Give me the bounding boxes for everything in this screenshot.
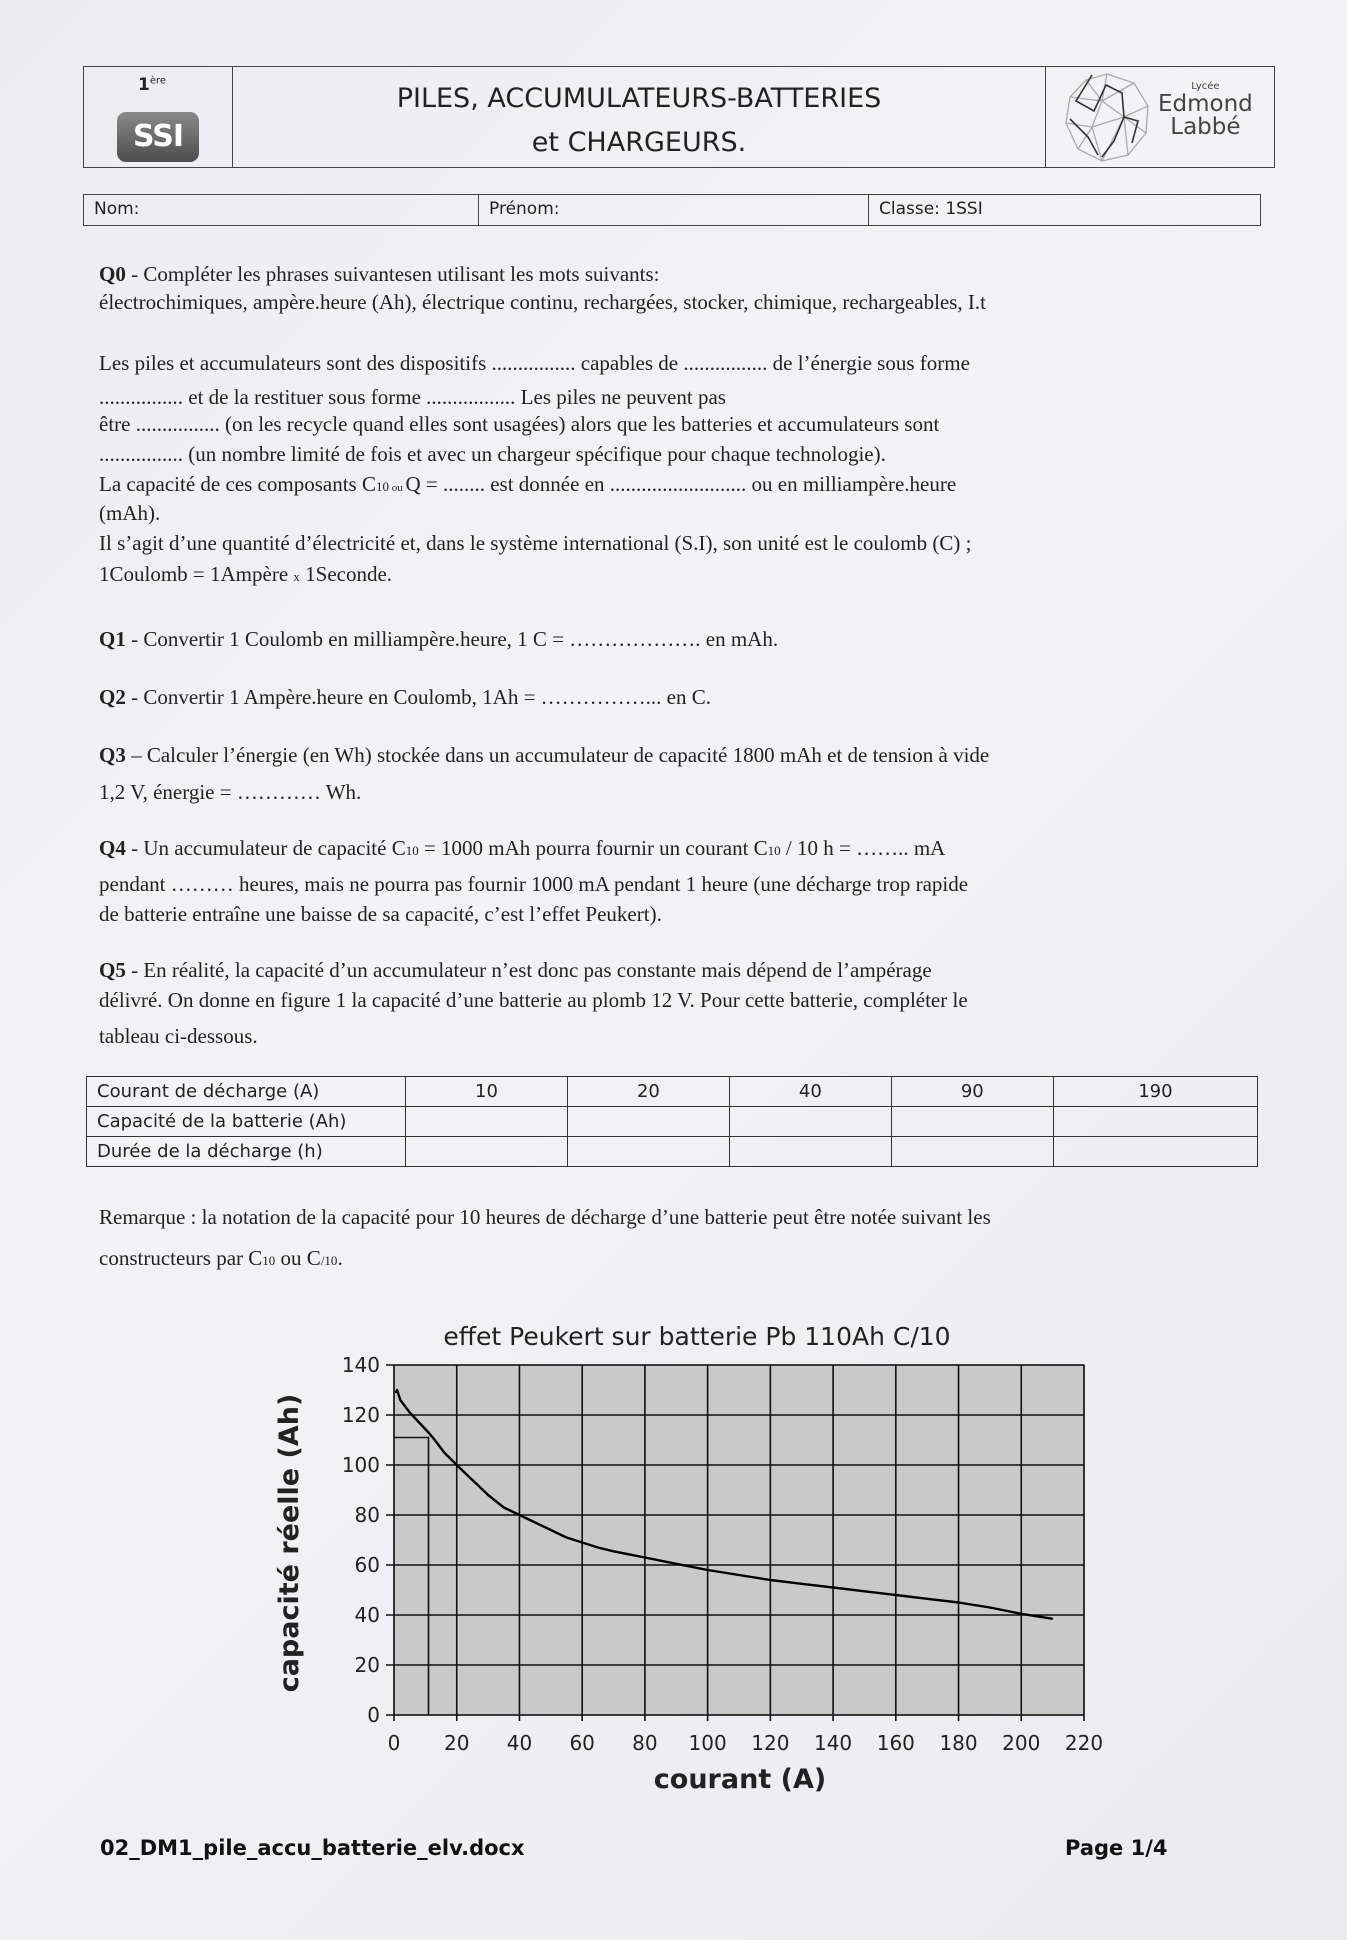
- x-tick-label: 180: [939, 1731, 978, 1755]
- q5-text-1: Q5 - En réalité, la capacité d’un accumulateur n’est donc pas constante mais dépend de l’ampérage: [99, 958, 932, 982]
- q0-line-mah: (mAh).: [99, 501, 161, 525]
- q5-text-2: délivré. On donne en figure 1 la capacité d’une batterie au plomb 12 V. Pour cette batterie, compléter le: [99, 988, 968, 1012]
- q5-text-3: tableau ci-dessous.: [99, 1024, 258, 1048]
- y-tick-label: 60: [354, 1553, 380, 1577]
- data-point: [550, 1529, 551, 1530]
- q3-text-1: Q3 – Calculer l’énergie (en Wh) stockée dans un accumulateur de capacité 1800 mAh et de tension à vide: [99, 743, 990, 767]
- data-point: [434, 1439, 435, 1440]
- data-point: [519, 1514, 520, 1515]
- geodesic-sphere-icon: [1062, 71, 1152, 163]
- data-point: [503, 1507, 504, 1508]
- data-point: [738, 1574, 739, 1575]
- x-tick-label: 80: [632, 1731, 658, 1755]
- data-point: [676, 1563, 677, 1564]
- y-tick-label: 80: [354, 1503, 380, 1527]
- data-point: [801, 1583, 802, 1584]
- q3-text-2: 1,2 V, énergie = ………… Wh.: [99, 780, 362, 804]
- x-tick-label: 140: [813, 1731, 853, 1755]
- q4-text-1: Q4 - Un accumulateur de capacité C10 = 1000 mAh pourra fournir un courant C10 / 10 h = …….. mA: [99, 836, 946, 860]
- plot-area: [394, 1365, 1084, 1715]
- remark-line-1: Remarque : la notation de la capacité pour 10 heures de décharge d’une batterie peut être notée suivant les: [99, 1205, 991, 1229]
- table-cell: 20: [567, 1077, 729, 1107]
- answer-cell[interactable]: [1053, 1137, 1257, 1167]
- q0-line-1: Les piles et accumulateurs sont des dispositifs ................ capables de ................ de l’énergie sous forme: [99, 351, 970, 375]
- student-info-row: [83, 194, 1261, 226]
- q0-coulomb-def: 1Coulomb = 1Ampère x 1Seconde.: [99, 562, 393, 586]
- data-point: [456, 1464, 457, 1465]
- q0-intro: Q0 - Compléter les phrases suivantesen utilisant les mots suivants:: [99, 262, 660, 286]
- data-point: [989, 1607, 990, 1608]
- data-point: [582, 1542, 583, 1543]
- ssi-badge: SSI: [117, 112, 199, 162]
- document-header: [83, 66, 1275, 168]
- table-cell: 190: [1053, 1077, 1257, 1107]
- level-label: 1ère: [138, 75, 167, 95]
- data-point: [832, 1587, 833, 1588]
- data-point: [487, 1494, 488, 1495]
- data-point: [707, 1569, 708, 1570]
- x-tick-label: 40: [506, 1731, 533, 1755]
- answer-cell[interactable]: [406, 1137, 568, 1167]
- data-point: [444, 1452, 445, 1453]
- chart-title: effet Peukert sur batterie Pb 110Ah C/10: [443, 1322, 951, 1351]
- title-line-2: et CHARGEURS.: [531, 127, 747, 158]
- q1-text: Q1 - Convertir 1 Coulomb en milliampère.heure, 1 C = ………………. en mAh.: [99, 627, 779, 651]
- y-tick-label: 0: [367, 1703, 380, 1727]
- q0-line-2: ................ et de la restituer sous forme ................. Les piles ne peuvent pas: [99, 385, 726, 409]
- footer-filename: 02_DM1_pile_accu_batterie_elv.docx: [100, 1836, 525, 1860]
- x-tick-label: 120: [751, 1731, 790, 1755]
- y-tick-label: 120: [341, 1403, 380, 1427]
- data-point: [472, 1479, 473, 1480]
- x-tick-label: 220: [1064, 1731, 1104, 1755]
- data-point: [428, 1432, 429, 1433]
- table-cell: 10: [406, 1077, 568, 1107]
- q0-line-4: ................ (un nombre limité de fois et avec un chargeur spécifique pour chaque technologie).: [99, 442, 886, 466]
- x-tick-label: 0: [387, 1731, 401, 1755]
- data-point: [400, 1399, 401, 1400]
- data-point: [397, 1389, 398, 1390]
- data-point: [409, 1412, 410, 1413]
- data-point: [1021, 1613, 1022, 1614]
- q0-line-si: Il s’agit d’une quantité d’électricité et, dans le système international (S.I), son unité est le coulomb (C) ;: [99, 531, 972, 555]
- y-tick-label: 20: [354, 1653, 380, 1677]
- y-tick-label: 140: [341, 1353, 380, 1377]
- data-point: [418, 1422, 419, 1423]
- q0-line-3: être ................ (on les recycle quand elles sont usagées) alors que les batteries et accumulateurs sont: [99, 412, 940, 436]
- data-point: [927, 1598, 928, 1599]
- x-tick-label: 200: [1002, 1731, 1041, 1755]
- row-header: Capacité de la batterie (Ah): [87, 1107, 406, 1137]
- table-cell: 90: [891, 1077, 1053, 1107]
- discharge-table: [86, 1076, 1258, 1167]
- x-tick-label: 60: [569, 1731, 595, 1755]
- data-point: [864, 1591, 865, 1592]
- table-cell: 40: [729, 1077, 891, 1107]
- classe-field: Classe: 1SSI: [879, 199, 983, 219]
- row-header: Courant de décharge (A): [87, 1077, 406, 1107]
- nom-field[interactable]: Nom:: [84, 195, 479, 225]
- x-axis-label: courant (A): [653, 1764, 827, 1795]
- x-tick-label: 20: [444, 1731, 470, 1755]
- answer-cell[interactable]: [891, 1137, 1053, 1167]
- remark-line-2: constructeurs par C10 ou C/10.: [99, 1246, 343, 1270]
- answer-cell[interactable]: [891, 1107, 1053, 1137]
- table-row: [87, 1137, 1258, 1167]
- document-title: [233, 67, 1046, 167]
- prenom-field[interactable]: Prénom:: [479, 195, 869, 225]
- data-point: [770, 1579, 771, 1580]
- row-header: Durée de la décharge (h): [87, 1137, 406, 1167]
- q4-text-2: pendant ……… heures, mais ne pourra pas fournir 1000 mA pendant 1 heure (une décharge trop rapide: [99, 872, 969, 896]
- y-axis-label: capacité réelle (Ah): [274, 1393, 305, 1693]
- table-row: [87, 1107, 1258, 1137]
- level-box: [84, 67, 233, 167]
- data-point: [566, 1537, 567, 1538]
- y-tick-label: 40: [354, 1603, 380, 1627]
- data-point: [895, 1594, 896, 1595]
- footer-page-number: Page 1/4: [1065, 1836, 1168, 1860]
- q4-text-3: de batterie entraîne une baisse de sa capacité, c’est l’effet Peukert).: [99, 902, 662, 926]
- data-point: [613, 1551, 614, 1552]
- school-name: Lycée Edmond Labbé: [1158, 81, 1253, 140]
- answer-cell[interactable]: [1053, 1107, 1257, 1137]
- data-point: [395, 1392, 396, 1393]
- data-point: [597, 1547, 598, 1548]
- x-tick-label: 160: [876, 1731, 915, 1755]
- answer-cell[interactable]: [567, 1137, 729, 1167]
- x-tick-label: 100: [688, 1731, 727, 1755]
- answer-cell[interactable]: [729, 1137, 891, 1167]
- peukert-chart: [270, 1310, 1130, 1810]
- data-point: [958, 1602, 959, 1603]
- q0-word-list: électrochimiques, ampère.heure (Ah), électrique continu, rechargées, stocker, chimique, rechargeables, I.t: [99, 290, 986, 314]
- school-logo: [1046, 67, 1274, 167]
- answer-cell[interactable]: [406, 1107, 568, 1137]
- answer-cell[interactable]: [729, 1107, 891, 1137]
- data-point: [644, 1557, 645, 1558]
- y-tick-label: 100: [341, 1453, 380, 1477]
- data-point: [535, 1522, 536, 1523]
- answer-cell[interactable]: [567, 1107, 729, 1137]
- title-line-1: PILES, ACCUMULATEURS-BATTERIES: [396, 83, 882, 114]
- q2-text: Q2 - Convertir 1 Ampère.heure en Coulomb, 1Ah = ……………... en C.: [99, 685, 712, 709]
- data-point: [1052, 1618, 1053, 1619]
- q0-capacity-line: La capacité de ces composants C10 ou Q = ........ est donnée en .......................... ou en milliampère.heure: [99, 472, 957, 496]
- table-row: [87, 1077, 1258, 1107]
